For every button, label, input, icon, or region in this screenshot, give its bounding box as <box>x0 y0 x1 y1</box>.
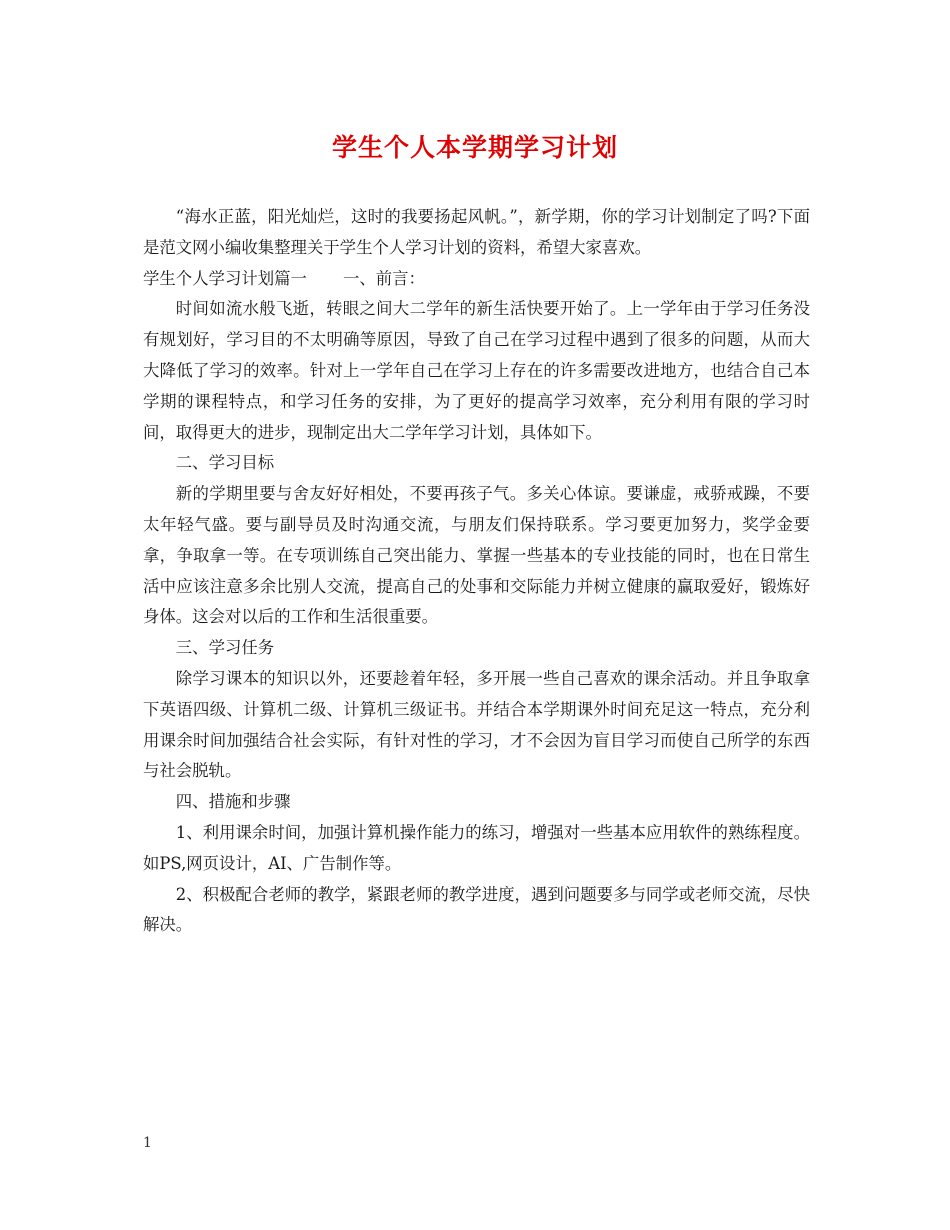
section3-heading: 三、学习任务 <box>175 638 275 658</box>
article-label-line <box>143 264 810 295</box>
intro-paragraph: “海水正蓝，阳光灿烂，这时的我要扬起风帆。”，新学期，你的学习计划制定了吗?下面是范文网小编收集整理关于学生个人学习计划的资料，希望大家喜欢。 <box>143 207 810 257</box>
section1-paragraph: 时间如流水般飞逝，转眼之间大二学年的新生活快要开始了。上一学年由于学习任务没有规划好，学习目的不太明确等原因，导致了自己在学习过程中遇到了很多的问题，从而大大降低了学习的效率。针对上一学年自己在学习上存在的许多需要改进地方，也结合自己本学期的课程特点，和学习任务的安排，为了更好的提高学习效率，充分利用有限的学习时间，取得更大的进步，现制定出大二学年学习计划，具体如下。 <box>143 299 810 442</box>
page-number: 1 <box>143 1135 152 1151</box>
section2-paragraph: 新的学期里要与舍友好好相处，不要再孩子气。多关心体谅。要谦虚，戒骄戒躁，不要太年轻气盛。要与副导员及时沟通交流，与朋友们保持联系。学习要更加努力，奖学金要拿，争取拿一等。在专项训练自己突出能力、掌握一些基本的专业技能的同时，也在日常生活中应该注意多余比别人交流，提高自己的处事和交际能力并树立健康的赢取爱好，锻炼好身体。这会对以后的工作和生活很重要。 <box>143 484 810 627</box>
document-body <box>143 202 810 941</box>
section3-paragraph: 除学习课本的知识以外，还要趁着年轻，多开展一些自己喜欢的课余活动。并且争取拿下英语四级、计算机二级、计算机三级证书。并结合本学期课外时间充足这一特点，充分利用课余时间加强结合社会实际，有针对性的学习，才不会因为盲目学习而使自己所学的东西与社会脱轨。 <box>143 668 810 781</box>
section2-heading: 二、学习目标 <box>175 453 275 473</box>
document-title: 学生个人本学期学习计划 <box>331 133 618 162</box>
step1-paragraph: 1、利用课余时间，加强计算机操作能力的练习，增强对一些基本应用软件的熟练程度。如PS,网页设计，AI、广告制作等。 <box>143 822 810 873</box>
section1-heading: 一、前言： <box>342 268 425 288</box>
article-label: 学生个人学习计划篇一 <box>143 268 307 288</box>
step2-paragraph: 2、积极配合老师的教学，紧跟老师的教学进度，遇到问题要多与同学或老师交流，尽快解决。 <box>143 884 810 935</box>
section4-heading: 四、措施和步骤 <box>175 792 291 812</box>
